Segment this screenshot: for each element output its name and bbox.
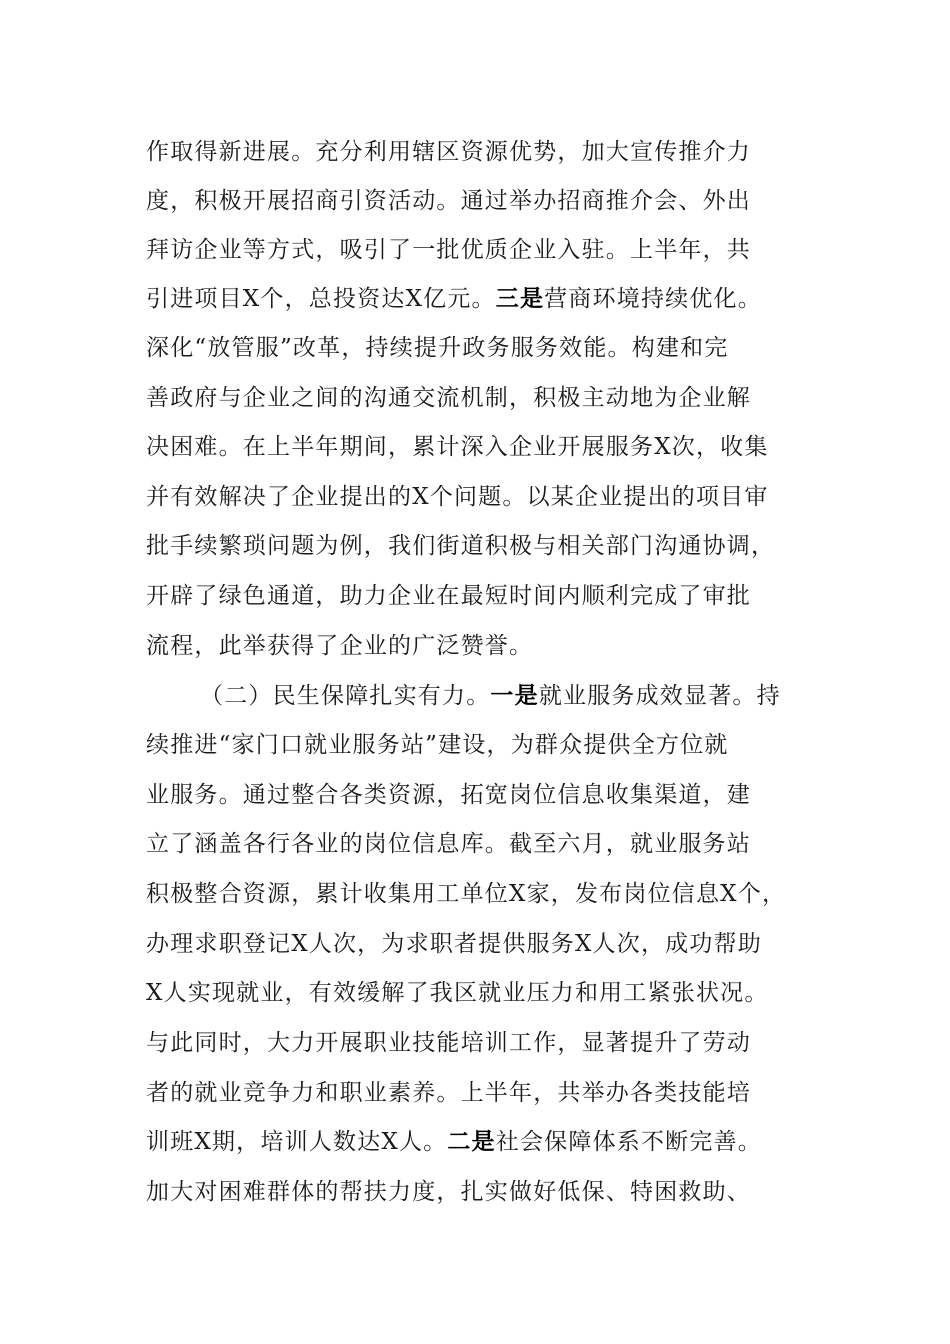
paragraph-line: 者的就业竞争力和职业素养。上半年，共举办各类技能培 [146,1080,751,1106]
section-heading-line: （二）民生保障扎实有力。一是就业服务成效显著。持 [200,682,781,709]
paragraph-line: 拜访企业等方式，吸引了一批优质企业入驻。上半年，共 [146,237,751,263]
paragraph-line: 开辟了绿色通道，助力企业在最短时间内顺利完成了审批 [146,583,751,609]
paragraph-line: 流程，此举获得了企业的广泛赞誉。 [146,633,534,659]
paragraph-line: 业服务。通过整合各类资源，拓宽岗位信息收集渠道，建 [146,782,751,808]
paragraph-line: 引进项目X个，总投资达X亿元。三是营商环境持续优化。 [146,285,762,312]
bold-marker: 一是 [490,682,539,709]
paragraph-line: 作取得新进展。充分利用辖区资源优势，加大宣传推介力 [146,139,751,165]
paragraph-line: 与此同时，大力开展职业技能培训工作，显著提升了劳动 [146,1030,751,1056]
bold-marker: 三是 [495,285,545,312]
paragraph-line: 加大对困难群体的帮扶力度，扎实做好低保、特困救助、 [146,1179,751,1205]
paragraph-line: 积极整合资源，累计收集用工单位X家，发布岗位信息X个， [146,881,787,907]
paragraph-line: 批手续繁琐问题为例，我们街道积极与相关部门沟通协调， [146,533,776,559]
paragraph-line: 续推进“家门口就业服务站”建设，为群众提供全方位就 [146,732,729,758]
bold-marker: 二是 [447,1128,496,1155]
paragraph-line: X人实现就业，有效缓解了我区就业压力和用工紧张状况。 [146,980,769,1006]
paragraph-line: 深化“放管服”改革，持续提升政务服务效能。构建和完 [146,335,729,361]
paragraph-line: 并有效解决了企业提出的X个问题。以某企业提出的项目审 [146,484,769,510]
paragraph-line: 度，积极开展招商引资活动。通过举办招商推介会、外出 [146,188,751,214]
paragraph-line: 训班X期，培训人数达X人。二是社会保障体系不断完善。 [146,1128,762,1155]
paragraph-line: 办理求职登记X人次，为求职者提供服务X人次，成功帮助 [146,931,762,957]
paragraph-line: 决困难。在上半年期间，累计深入企业开展服务X次，收集 [146,434,769,460]
paragraph-line: 善政府与企业之间的沟通交流机制，积极主动地为企业解 [146,385,751,411]
paragraph-line: 立了涵盖各行各业的岗位信息库。截至六月，就业服务站 [146,831,751,857]
